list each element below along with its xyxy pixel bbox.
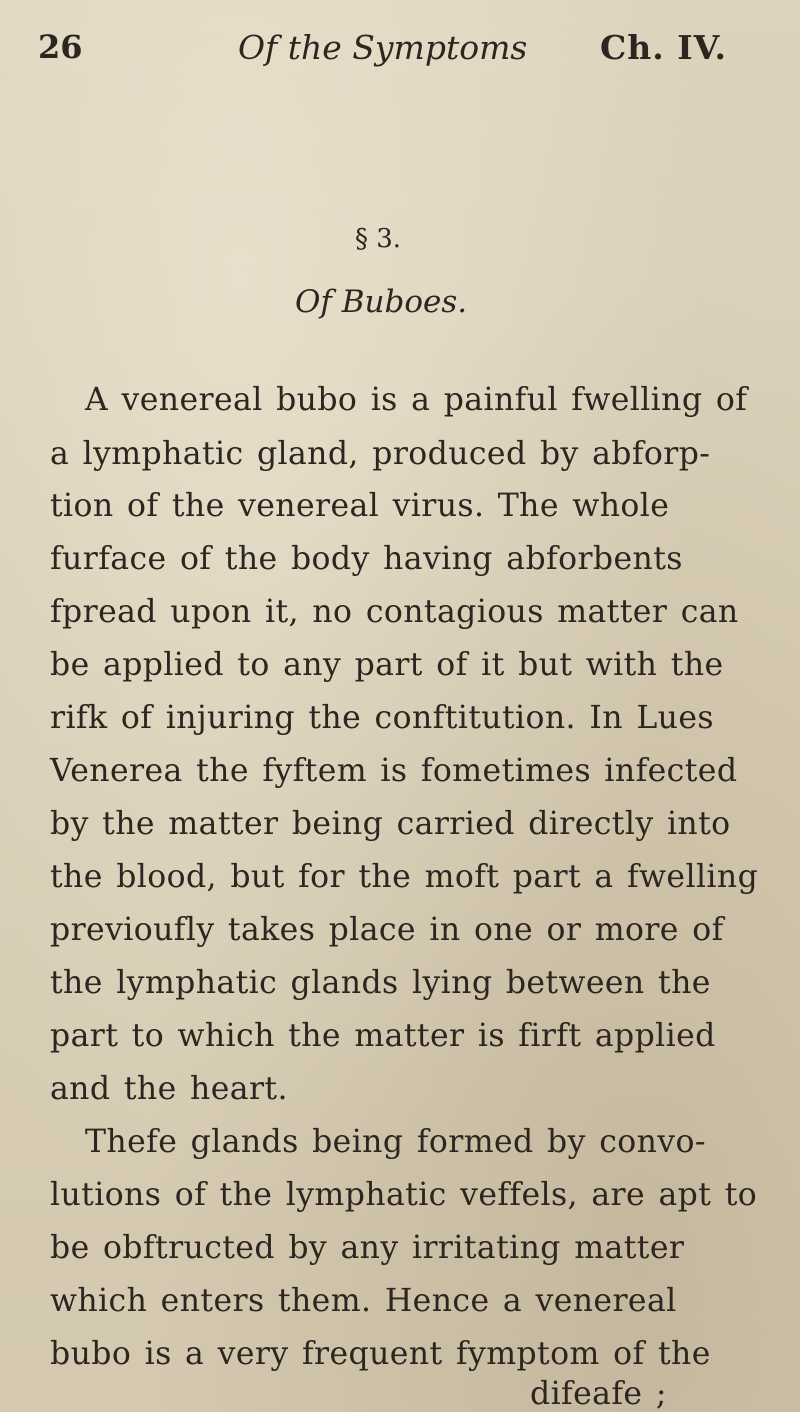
text-line: fpread upon it, no contagious matter can [50, 594, 739, 630]
chapter-reference: Ch. IV. [600, 28, 727, 67]
text-line: difeafe ; [530, 1376, 667, 1412]
text-line: previoufly takes place in one or more of [50, 912, 724, 948]
text-line: Venerea the fyftem is fometimes infected [50, 753, 738, 789]
text-line: and the heart. [50, 1071, 288, 1107]
text-line: part to which the matter is firft applied [50, 1018, 716, 1054]
text-line: a lymphatic gland, produced by abforp- [50, 436, 711, 472]
text-line: be applied to any part of it but with the [50, 647, 724, 683]
text-line: tion of the venereal virus. The whole [50, 488, 670, 524]
running-head: Of the Symptoms [238, 28, 528, 67]
text-line: by the matter being carried directly into [50, 806, 731, 842]
page-number: 26 [38, 28, 83, 66]
text-line: the lymphatic glands lying between the [50, 965, 711, 1001]
text-line: which enters them. Hence a venereal [50, 1283, 677, 1319]
section-number: § 3. [355, 224, 402, 254]
text-line: A venereal bubo is a painful fwelling of [85, 382, 748, 418]
text-line: Thefe glands being formed by convo- [85, 1124, 706, 1160]
text-line: furface of the body having abforbents [50, 541, 683, 577]
text-line: lutions of the lymphatic veffels, are apt to [50, 1177, 758, 1213]
text-line: be obftructed by any irritating matter [50, 1230, 685, 1266]
section-title: Of Buboes. [295, 284, 468, 320]
text-line: the blood, but for the moft part a fwelling [50, 859, 759, 895]
text-line: bubo is a very frequent fymptom of the [50, 1336, 711, 1372]
text-line: rifk of injuring the conftitution. In Lues [50, 700, 714, 736]
